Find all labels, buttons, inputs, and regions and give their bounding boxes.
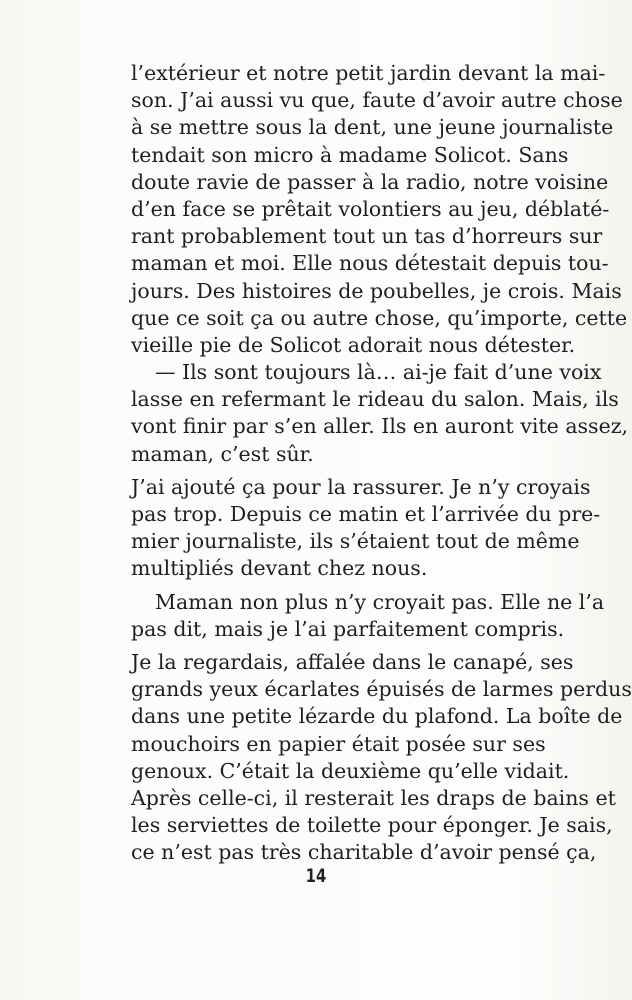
text-line: ce n’est pas très charitable d’avoir pensé ça, — [131, 840, 597, 865]
text-line: d’en face se prêtait volontiers au jeu, déblaté- — [131, 196, 610, 221]
text-line: Après celle-ci, il resterait les draps de bains et — [131, 785, 616, 810]
text-line: à se mettre sous la dent, une jeune journaliste — [131, 115, 614, 140]
page-number: 14 — [305, 865, 327, 887]
text-line: l’extérieur et notre petit jardin devant la mai- — [131, 61, 606, 85]
text-line: vieille pie de Solicot adorait nous détester. — [131, 332, 576, 357]
text-line: jours. Des histoires de poubelles, je crois. Mais — [131, 278, 622, 303]
text-line: mouchoirs en papier était posée sur ses — [131, 731, 546, 756]
text-line: maman et moi. Elle nous détestait depuis tou- — [131, 251, 609, 276]
text-line: grands yeux écarlates épuisés de larmes perdus — [131, 677, 632, 702]
text-line: doute ravie de passer à la radio, notre voisine — [131, 169, 609, 194]
text-line: vont finir par s’en aller. Ils en auront vite assez, — [131, 414, 629, 439]
text-line: multipliés devant chez nous. — [131, 556, 428, 581]
text-line: pas trop. Depuis ce matin et l’arrivée du pre- — [131, 502, 601, 526]
text-line: les serviettes de toilette pour éponger. Je sais, — [131, 813, 613, 838]
paragraph — [131, 60, 628, 359]
text-line: Maman non plus n’y croyait pas. Elle ne l’a — [155, 589, 605, 614]
text-line: lasse en refermant le rideau du salon. Mais, ils — [131, 387, 619, 412]
paragraph — [131, 474, 601, 583]
text-line: dans une petite lézarde du plafond. La boîte de — [131, 704, 623, 729]
text-line: son. J’ai aussi vu que, faute d’avoir autre chose — [131, 88, 623, 113]
body-text — [131, 60, 632, 866]
text-line: maman, c’est sûr. — [131, 441, 314, 466]
text-line: que ce soit ça ou autre chose, qu’importe, cette — [131, 305, 628, 330]
text-line: Je la regardais, affalée dans le canapé, ses — [131, 649, 574, 674]
text-line: pas dit, mais je l’ai parfaitement compris. — [131, 616, 565, 641]
text-line: tendait son micro à madame Solicot. Sans — [131, 142, 569, 167]
text-line: genoux. C’était la deuxième qu’elle vidait. — [131, 758, 570, 783]
paragraph — [131, 649, 632, 867]
paragraph — [131, 589, 605, 643]
text-line: mier journaliste, ils s’étaient tout de même — [131, 529, 580, 554]
text-line: rant probablement tout un tas d’horreurs sur — [131, 224, 603, 249]
text-line: — Ils sont toujours là… ai-je fait d’une voix — [155, 360, 602, 385]
paragraph — [131, 359, 629, 468]
text-line: J’ai ajouté ça pour la rassurer. Je n’y croyais — [131, 474, 591, 499]
